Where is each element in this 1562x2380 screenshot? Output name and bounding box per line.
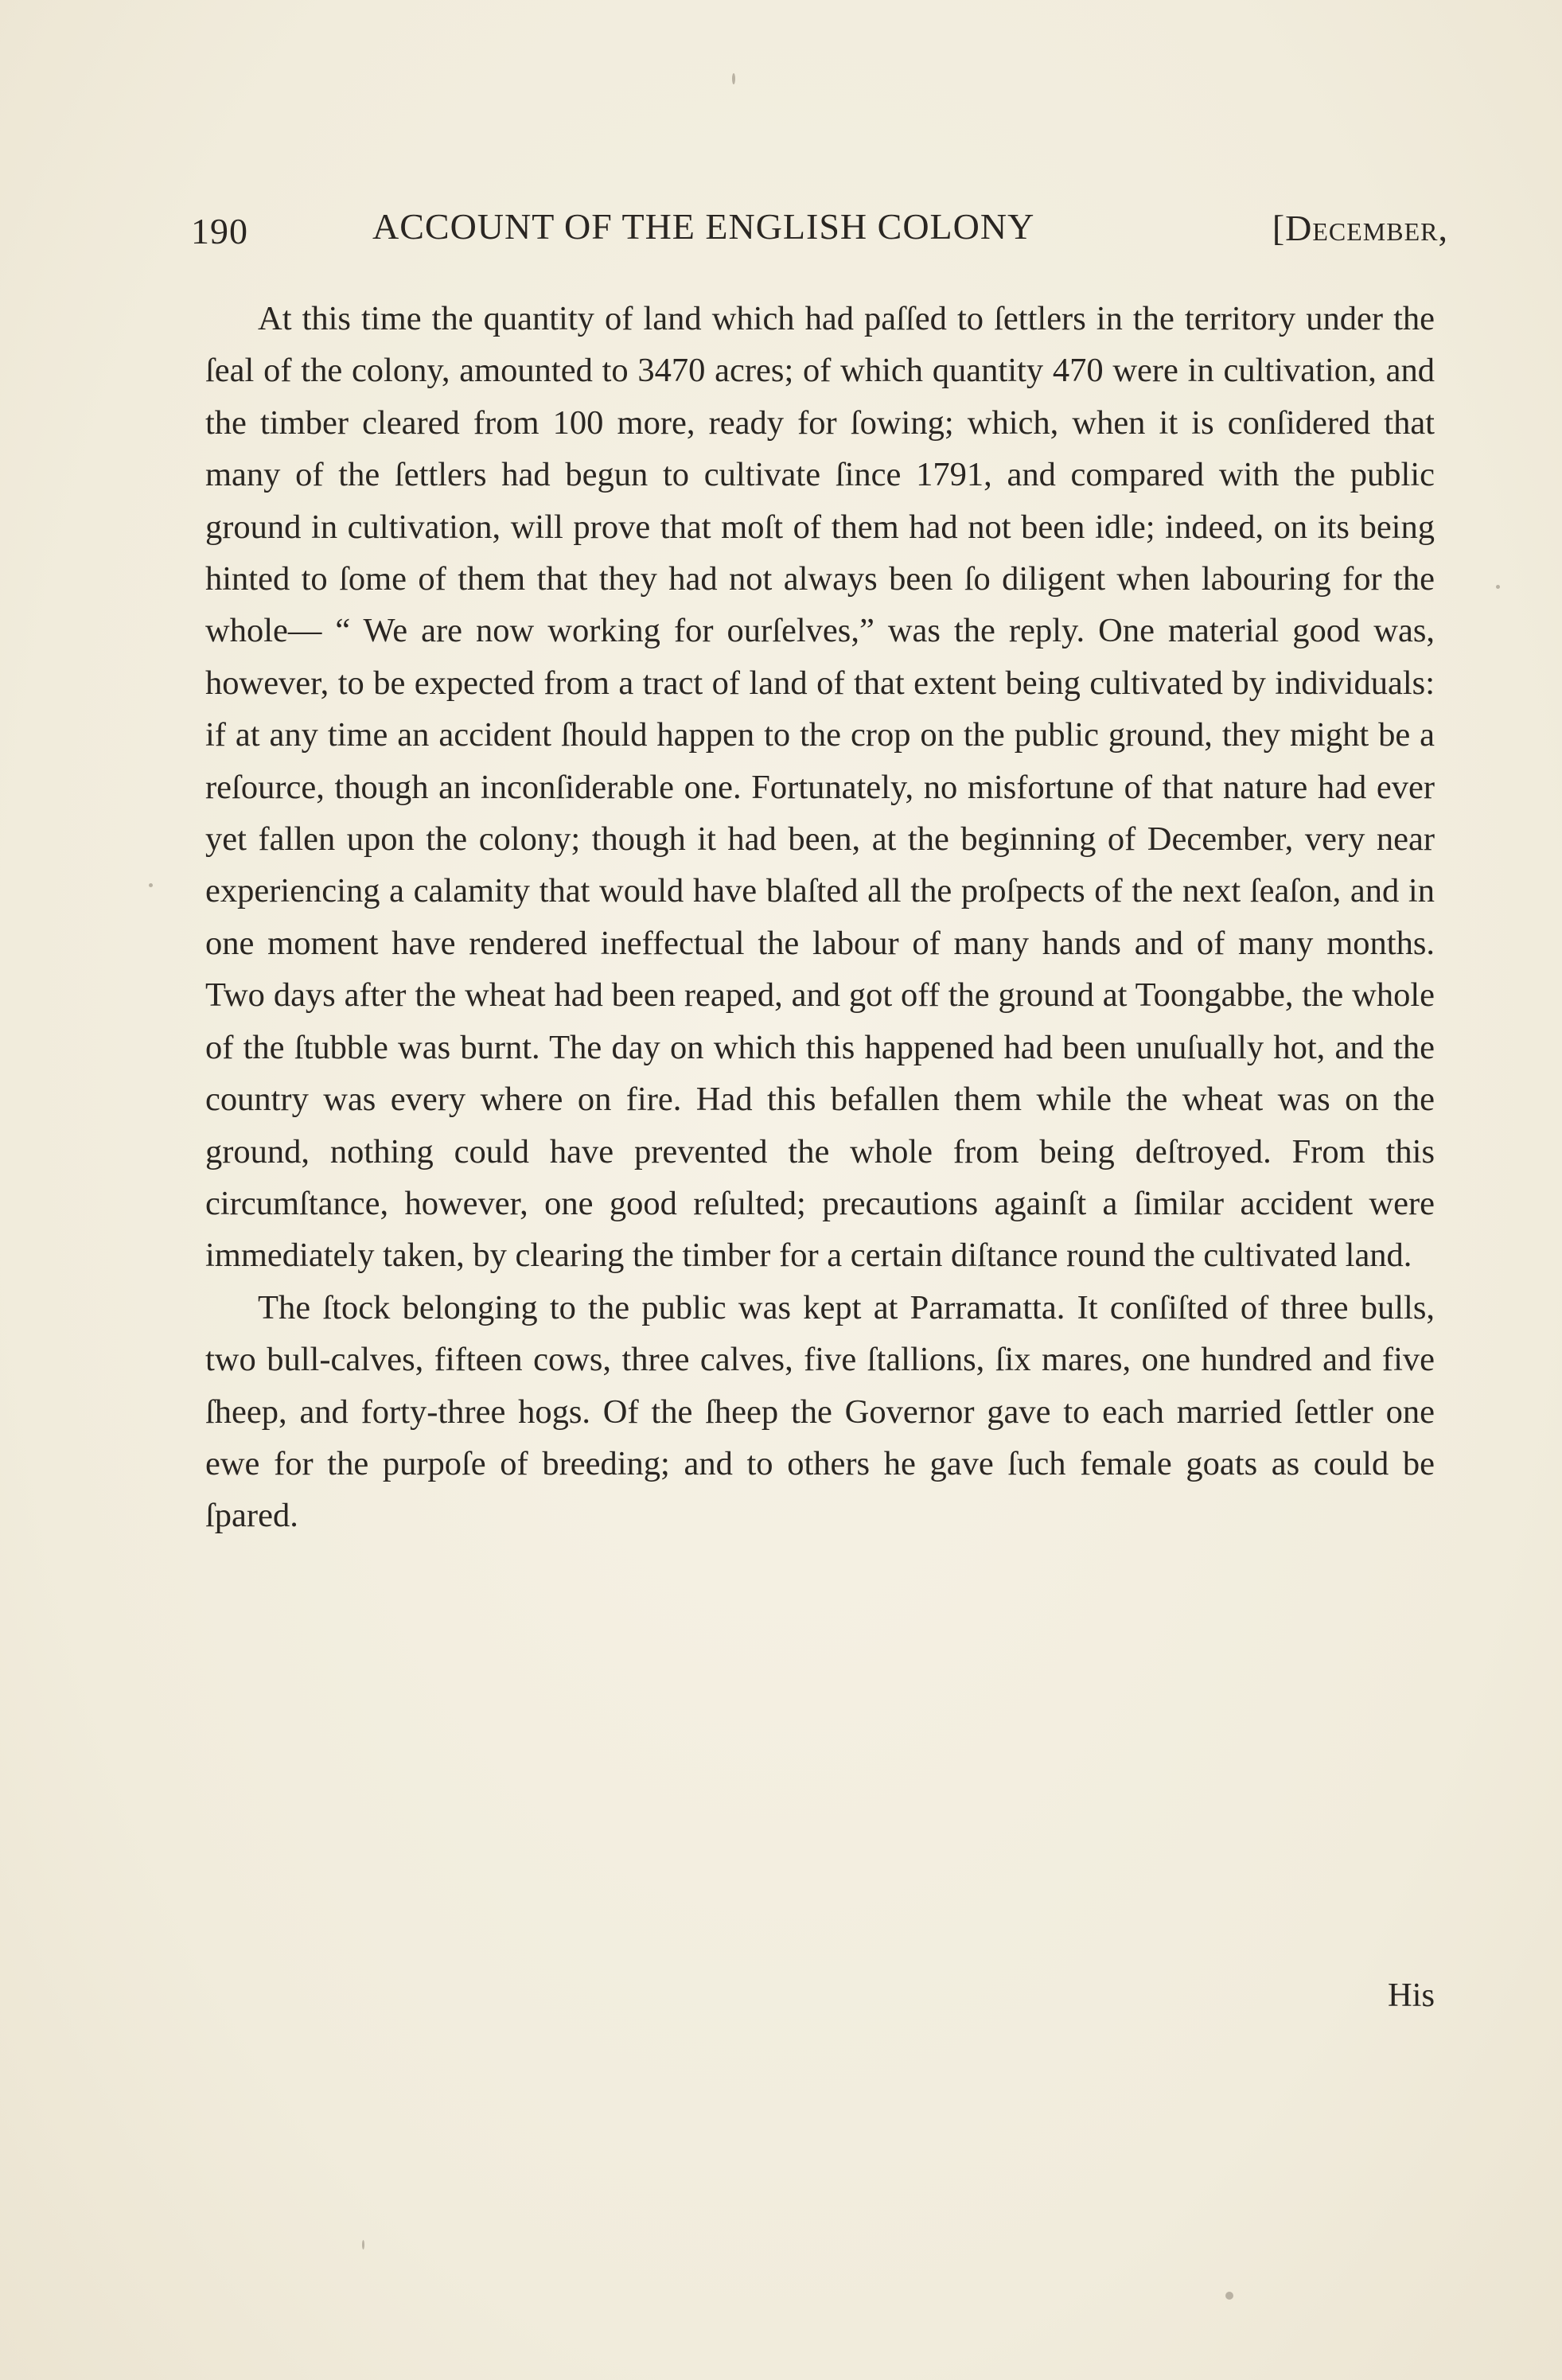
page-header	[191, 205, 1448, 261]
paper-speck	[1225, 2292, 1233, 2300]
running-title: ACCOUNT OF THE ENGLISH COLONY	[372, 206, 1035, 247]
header-date: [December,	[1272, 208, 1448, 248]
paragraph-stock: The ſtock belonging to the public was kept at Parramatta. It conſiſted of three bulls, two bull-calves, fifteen cows, three calves, five ſtallions, ſix mares, one hundred and five ſheep, and forty-three hogs. Of the ſheep the Governor gave to each married ſettler one ewe for the purpoſe of breeding; and to others he gave ſuch female goats as could be ſpared.	[205, 1288, 1435, 1535]
catchword: His	[1387, 1977, 1435, 2014]
paper-speck	[732, 73, 735, 84]
body-text	[205, 293, 1435, 1542]
paper-speck	[362, 2240, 364, 2250]
paper-speck	[149, 883, 153, 887]
paragraph-land: At this time the quantity of land which had paſſed to ſettlers in the territory under the ſeal of the colony, amounted to 3470 acres; of which quantity 470 were in cultivation, and the timber cleared from 100 more, ready for ſowing; which, when it is conſidered that many of the ſettlers had begun to cultivate ſince 1791, and compared with the public ground in cultivation, will prove that moſt of them had not been idle; indeed, on its being hinted to ſome of them that they had not always been ſo diligent when labouring for the whole— “ We are now working for ourſelves,” was the reply. One material good was, however, to be expected from a tract of land of that extent being cultivated by individuals: if at any time an accident ſhould happen to the crop on the public ground, they might be a reſource, though an inconſiderable one. Fortunately, no misfortune of that nature had ever yet fallen upon the colony; though it had been, at the beginning of December, very near experiencing a calamity that would have blaſted all the proſpects of the next ſeaſon, and in one moment have rendered ineffectual the labour of many hands and of many months. Two days after the wheat had been reaped, and got off the ground at Toongabbe, the whole of the ſtubble was burnt. The day on which this happened had been unuſually hot, and the country was every where on fire. Had this befallen them while the wheat was on the ground, nothing could have prevented the whole from being deſtroyed. From this circumſtance, however, one good reſulted; precautions againſt a ſimilar accident were immediately taken, by clearing the timber for a certain diſtance round the cultivated land.	[205, 300, 1435, 1275]
page-number: 190	[191, 211, 248, 251]
paper-speck	[1496, 585, 1500, 589]
